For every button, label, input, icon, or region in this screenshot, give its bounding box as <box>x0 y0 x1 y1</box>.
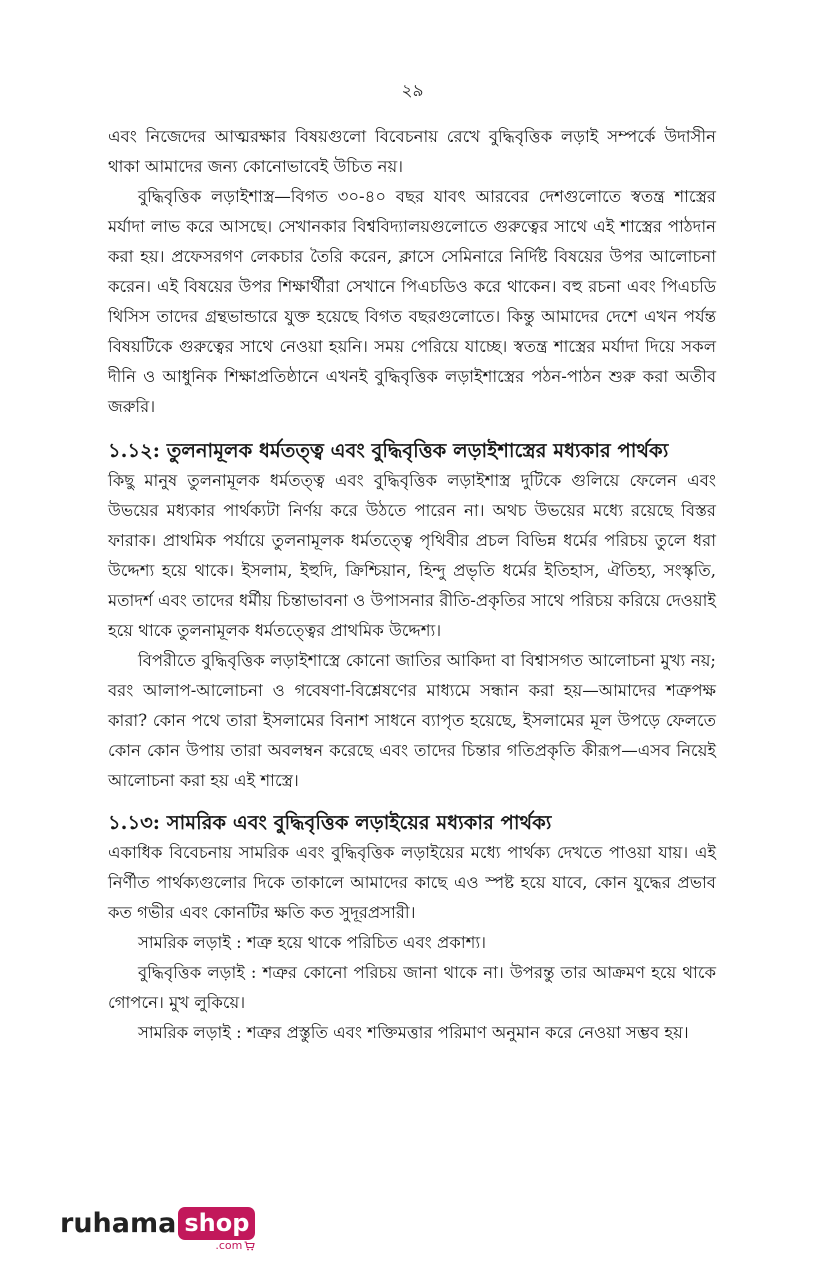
logo-domain-text: .com <box>215 1239 243 1252</box>
ruhama-shop-logo <box>60 1207 255 1252</box>
paragraph-intellectual-warfare-discipline: বুদ্ধিবৃত্তিক লড়াইশাস্ত্র—বিগত ৩০-৪০ বছর যাবৎ আরবের দেশগুলোতে স্বতন্ত্র শাস্ত্রের মর্যাদা লাভ করে আসছে। সেখানকার বিশ্ববিদ্যালয়গুলোতে গুরুত্বের সাথে এই শাস্ত্রের পাঠদান করা হয়। প্রফেসরগণ লেকচার তৈরি করেন, ক্লাসে সেমিনারে নির্দিষ্ট বিষয়ের উপর আলোচনা করেন। এই বিষয়ের উপর শিক্ষার্থীরা সেখানে পিএচডিও করে থাকেন। বহু রচনা এবং পিএচডি থিসিস তাদের গ্রন্থভান্ডারে যুক্ত হয়েছে বিগত বছরগুলোতে। কিন্তু আমাদের দেশে এখন পর্যন্ত বিষয়টিকে গুরুত্বের সাথে নেওয়া হয়নি। সময় পেরিয়ে যাচ্ছে। স্বতন্ত্র শাস্ত্রের মর্যাদা দিয়ে সকল দীনি ও আধুনিক শিক্ষাপ্রতিষ্ঠানে এখনই বুদ্ধিবৃত্তিক লড়াইশাস্ত্রের পঠন-পাঠন শুরু করা অতীব জরুরি। <box>108 187 716 416</box>
paragraph-contrast: বিপরীতে বুদ্ধিবৃত্তিক লড়াইশাস্ত্রে কোনো জাতির আকিদা বা বিশ্বাসগত আলোচনা মুখ্য নয়; বরং আলাপ-আলোচনা ও গবেষণা-বিশ্লেষণের মাধ্যমে সন্ধান করা হয়—আমাদের শত্রুপক্ষ কারা? কোন পথে তারা ইসলামের বিনাশ সাধনে ব্যাপৃত হয়েছে, ইসলামের মূল উপড়ে ফেলতে কোন কোন উপায় তারা অবলম্বন করেছে এবং তাদের চিন্তার গতিপ্রকৃতি কীরূপ—এসব নিয়েই আলোচনা করা হয় এই শাস্ত্রে। <box>108 651 716 790</box>
logo-domain <box>215 1240 255 1252</box>
paragraph-military-point-1: সামরিক লড়াই : শত্রু হয়ে থাকে পরিচিত এবং প্রকাশ্য। <box>138 933 487 952</box>
paragraph-military-vs-intellectual: একাধিক বিবেচনায় সামরিক এবং বুদ্ধিবৃত্তিক লড়াইয়ের মধ্যে পার্থক্য দেখতে পাওয়া যায়। এই নির্ণীত পার্থক্যগুলোর দিকে তাকালে আমাদের কাছে এও স্পষ্ট হয়ে যাবে, কোন যুদ্ধের প্রভাব কত গভীর এবং কোনটির ক্ষতি কত সুদূরপ্রসারী। <box>108 843 716 922</box>
paragraph-intellectual-point-1: বুদ্ধিবৃত্তিক লড়াই : শত্রুর কোনো পরিচয় জানা থাকে না। উপরন্তু তার আক্রমণ হয়ে থাকে গোপনে। মুখ লুকিয়ে। <box>108 963 716 1012</box>
logo-right-block <box>176 1207 255 1252</box>
cart-icon <box>244 1241 255 1251</box>
page-body <box>108 122 716 1048</box>
paragraph-intro-continuation: এবং নিজেদের আত্মরক্ষার বিষয়গুলো বিবেচনায় রেখে বুদ্ধিবৃত্তিক লড়াই সম্পর্কে উদাসীন থাকা আমাদের জন্য কোনোভাবেই উচিত নয়। <box>108 127 716 176</box>
logo-wordmark: ruhama <box>60 1208 177 1239</box>
page-number: ২৯ <box>401 81 424 101</box>
logo-badge: shop <box>178 1207 255 1240</box>
paragraph-military-point-2: সামরিক লড়াই : শত্রুর প্রস্তুতি এবং শক্তিমত্তার পরিমাণ অনুমান করে নেওয়া সম্ভব হয়। <box>138 1023 689 1042</box>
section-heading-1-12: ১.১২: তুলনামূলক ধর্মতত্ত্ব এবং বুদ্ধিবৃত্তিক লড়াইশাস্ত্রের মধ্যকার পার্থক্য <box>108 439 669 462</box>
paragraph-comparative-religion: কিছু মানুষ তুলনামূলক ধর্মতত্ত্ব এবং বুদ্ধিবৃত্তিক লড়াইশাস্ত্র দুটিকে গুলিয়ে ফেলেন এবং উভয়ের মধ্যকার পার্থক্যটা নির্ণয় করে উঠতে পারেন না। অথচ উভয়ের মধ্যে রয়েছে বিস্তর ফারাক। প্রাথমিক পর্যায়ে তুলনামূলক ধর্মতত্ত্বে পৃথিবীর প্রচল বিভিন্ন ধর্মের পরিচয় তুলে ধরা উদ্দেশ্য হয়ে থাকে। ইসলাম, ইহুদি, ক্রিশ্চিয়ান, হিন্দু প্রভৃতি ধর্মের ইতিহাস, ঐতিহ্য, সংস্কৃতি, মতাদর্শ এবং তাদের ধর্মীয় চিন্তাভাবনা ও উপাসনার রীতি-প্রকৃতির সাথে পরিচয় করিয়ে দেওয়াই হয়ে থাকে তুলনামূলক ধর্মতত্ত্বের প্রাথমিক উদ্দেশ্য। <box>108 471 716 640</box>
section-heading-1-13: ১.১৩: সামরিক এবং বুদ্ধিবৃত্তিক লড়াইয়ের মধ্যকার পার্থক্য <box>108 811 552 834</box>
